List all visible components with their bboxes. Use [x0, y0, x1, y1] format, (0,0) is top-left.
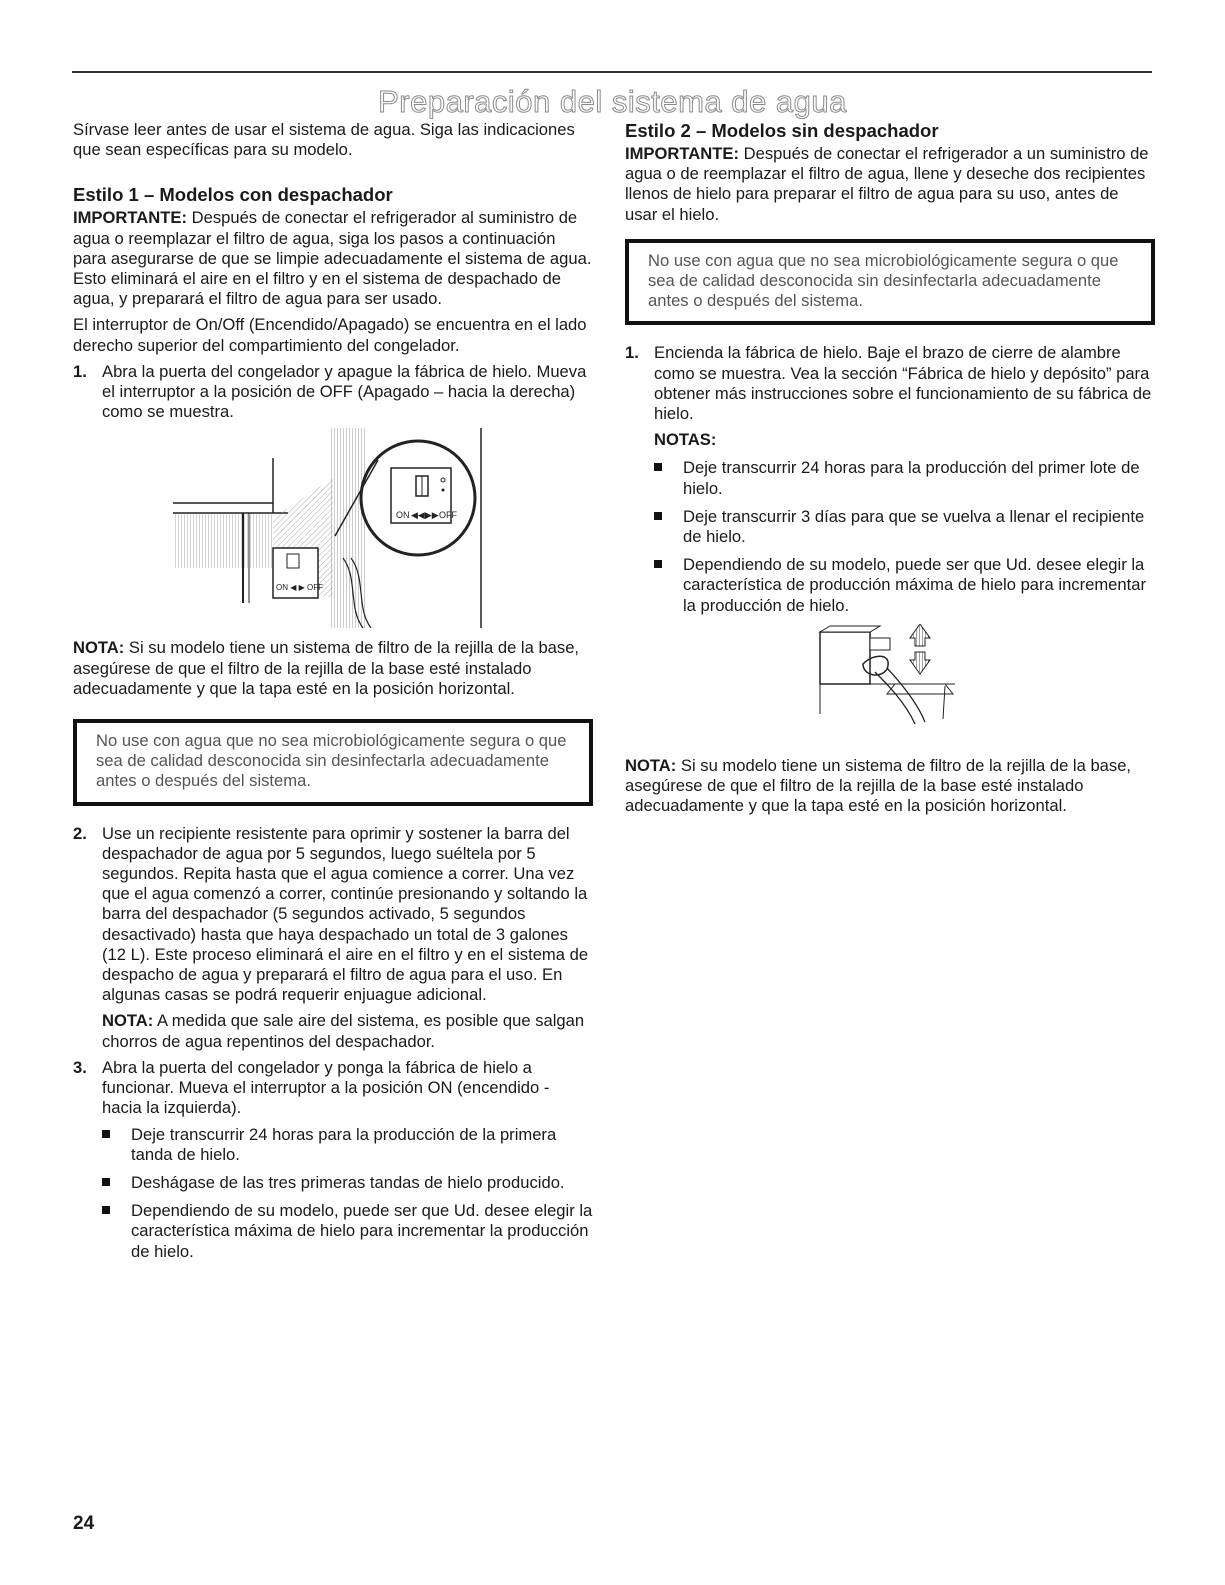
notas-bullet: Dependiendo de su modelo, puede ser que Ud. desee elegir la característica de producción máxima de hielo para incrementar la producción de hielo.: [625, 555, 1155, 616]
step-text: Encienda la fábrica de hielo. Baje el brazo de cierre de alambre como se muestra. Vea la sección “Fábrica de hielo y depósito” para obtener más instrucciones sobre el funcionamiento de su fábrica de hielo.: [654, 343, 1152, 424]
step-number: 1.: [73, 361, 87, 381]
switch-info-paragraph: El interruptor de On/Off (Encendido/Apagado) se encuentra en el lado derecho superior del compartimiento del congelador.: [73, 315, 587, 355]
notas-bullet: Deje transcurrir 3 días para que se vuelva a llenar el recipiente de hielo.: [625, 507, 1155, 547]
left-step-3: [73, 1058, 593, 1119]
step-number: 1.: [625, 343, 639, 363]
step-number: 2.: [73, 823, 87, 843]
step3-bullet: Deje transcurrir 24 horas para la producción de la primera tanda de hielo.: [73, 1125, 593, 1165]
step2-nota: [102, 1011, 593, 1051]
step-number: 3.: [73, 1057, 87, 1077]
nota-label: NOTA:: [102, 1011, 154, 1031]
top-rule: [72, 71, 1152, 73]
ice-maker-switch-figure: [73, 428, 593, 628]
style1-heading: Estilo 1 – Modelos con despachador: [73, 184, 393, 206]
left-step-1: [73, 362, 593, 423]
page-title: Preparación del sistema de agua: [378, 84, 847, 119]
important-text: Después de conectar el refrigerador a un suministro de agua o de reemplazar el filtro de agua, llene y deseche dos recipientes llenos de hielo para preparar el filtro de agua para su uso, antes de usar el hielo.: [625, 144, 1149, 224]
nota-label: NOTA:: [625, 755, 677, 775]
notas-heading: NOTAS:: [654, 430, 717, 450]
nota-text: A medida que sale aire del sistema, es posible que salgan chorros de agua repentinos del despachador.: [102, 1011, 585, 1051]
important-label: IMPORTANTE:: [625, 144, 739, 163]
style1-important-paragraph: [73, 208, 593, 309]
page-number: 24: [73, 1513, 95, 1534]
step-text: Abra la puerta del congelador y apague la fábrica de hielo. Mueva el interruptor a la posición de OFF (Apagado – hacia la derecha) como se muestra.: [102, 361, 587, 422]
magnified-on-label: ON: [396, 510, 410, 521]
important-text: Después de conectar el refrigerador al suministro de agua o reemplazar el filtro de agua, siga los pasos a continuación para asegurarse de que se limpie adecuadamente el sistema de agua. Esto eliminará el aire en el filtro y en el sistema de despachado de agua, y preparará el filtro de agua para ser usado.: [73, 208, 592, 309]
right-nota-paragraph: [625, 756, 1155, 817]
right-column: [625, 120, 1155, 822]
right-warning-box: No use con agua que no sea microbiológicamente segura o que sea de calidad desconocida sin desinfectarla adecuadamente antes o después del sistema.: [625, 239, 1155, 326]
important-label: IMPORTANTE:: [73, 208, 187, 228]
intro-paragraph: Sírvase leer antes de usar el sistema de agua. Siga las indicaciones que sean específicas para su modelo.: [73, 120, 575, 160]
left-warning-box: No use con agua que no sea microbiológicamente segura o que sea de calidad desconocida sin desinfectarla adecuadamente antes o después del sistema.: [73, 719, 593, 806]
left-step-2: [73, 824, 593, 1052]
left-nota-paragraph: [73, 638, 593, 699]
right-step-1: [625, 343, 1155, 424]
style2-important-paragraph: [625, 144, 1155, 225]
nota-label: NOTA:: [73, 638, 125, 658]
nota-text: Si su modelo tiene un sistema de filtro de la rejilla de la base, asegúrese de que el filtro de la rejilla de la base esté instalado adecuadamente y que la tapa esté en la posición horizontal.: [625, 755, 1132, 816]
style2-heading: Estilo 2 – Modelos sin despachador: [625, 120, 939, 141]
switch-arrows: ◀◀▶▶: [411, 510, 439, 521]
wire-arm-figure: [625, 624, 1155, 734]
step-text: Use un recipiente resistente para oprimir y sostener la barra del despachador de agua por 5 segundos, luego suéltela por 5 segundos. Repita hasta que el agua comience a correr. Una vez que el agua comenzó a correr, continúe presionando y soltando la barra del despachador (5 segundos activado, 5 segundos desactivado) hasta que haya despachado un total de 3 galones (12 L). Este proceso eliminará el aire en el filtro y en el sistema de despacho de agua y preparará el filtro de agua para el uso. En algunas casas se podrá requerir enjuague adicional.: [102, 823, 589, 1005]
nota-text: Si su modelo tiene un sistema de filtro de la rejilla de la base, asegúrese de que el filtro de la rejilla de la base esté instalado adecuadamente y que la tapa esté en la posición horizontal.: [73, 638, 580, 698]
notas-bullet: Deje transcurrir 24 horas para la producción del primer lote de hielo.: [625, 458, 1155, 498]
step-text: Abra la puerta del congelador y ponga la fábrica de hielo a funcionar. Mueva el interruptor a la posición ON (encendido - hacia la izquierda).: [102, 1057, 550, 1118]
magnified-off-label: OFF: [439, 510, 457, 521]
step3-bullet: Dependiendo de su modelo, puede ser que Ud. desee elegir la característica máxima de hielo para incrementar la producción de hielo.: [73, 1201, 593, 1262]
small-switch-label: ON ◀ ▶ OFF: [276, 583, 323, 593]
left-column: [73, 120, 593, 1270]
step3-bullet: Deshágase de las tres primeras tandas de hielo producido.: [73, 1173, 593, 1193]
